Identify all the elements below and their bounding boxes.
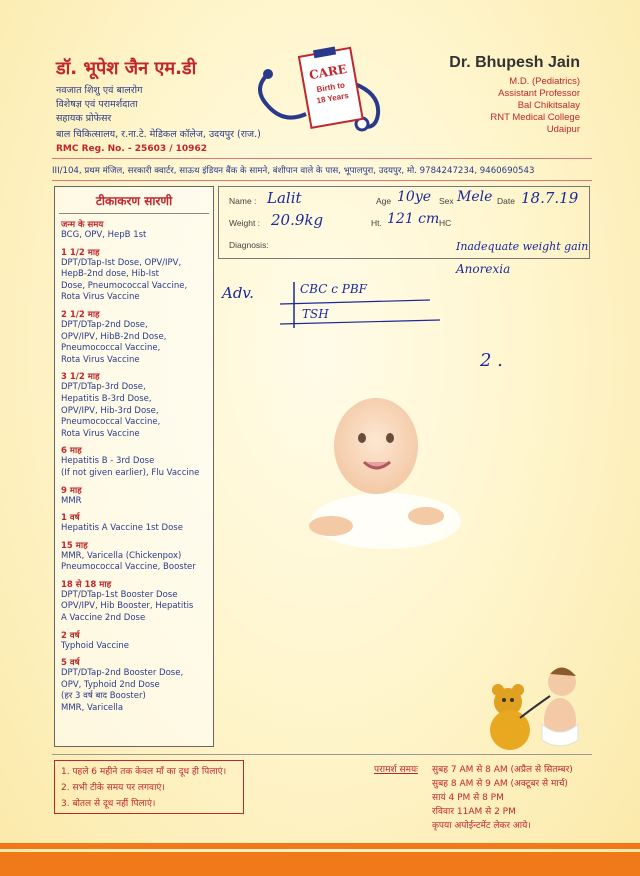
care-stethoscope-logo: [250, 44, 390, 134]
vaccine-list: DPT/DTap-3rd Dose, Hepatitis B-3rd Dose, OPV/IPV, Hib-3rd Dose, Pneumococcal Vaccine, Rota Virus Vaccine: [61, 382, 161, 439]
advice-item: 1. पहले 6 महीने तक केवल माँ का दूध ही पिलाएं।: [61, 767, 227, 777]
vaccine-age: 3 1/2 माह: [61, 372, 100, 383]
vaccine-list: Hepatitis A Vaccine 1st Dose: [61, 523, 183, 534]
diagnosis-line-1: Inadequate weight gain: [456, 240, 589, 253]
timing-line: रविवार 11AM से 2 PM: [432, 807, 516, 817]
college-line: RNT Medical College: [490, 112, 580, 123]
vaccine-list: Hepatitis B - 3rd Dose (If not given earlier), Flu Vaccine: [61, 456, 200, 478]
patient-sex: Mele: [457, 189, 493, 205]
timing-line: सायं 4 PM से 8 PM: [432, 793, 504, 803]
advice-item: 2. सभी टीके समय पर लगवाएं।: [61, 783, 165, 793]
clinic-address: III/104, प्रथम मंजिल, सरकारी क्वार्टर, साऊथ इंडियन बैंक के सामने, बंशीपान वाले के पास, भूपालपुरा, उदयपुर, मो. 9784247234, 9460690543: [52, 166, 535, 176]
age-label: Age: [376, 196, 392, 206]
vaccination-title: टीकाकरण सारणी: [59, 187, 209, 214]
diagnosis-line-2: Anorexia: [456, 262, 511, 276]
timings-label: परामर्श समयः: [374, 765, 418, 775]
teddy-bear-image: [480, 660, 588, 755]
designation-line: Assistant Professor: [498, 88, 580, 99]
vaccine-list: Typhoid Vaccine: [61, 640, 130, 651]
registration-number: RMC Reg. No. - 25603 / 10962: [56, 144, 207, 154]
vaccine-list: DPT/DTap-1st Booster Dose OPV/IPV, Hib Booster, Hepatitis A Vaccine 2nd Dose: [61, 589, 194, 624]
divider: [52, 180, 592, 181]
baby-image: [296, 376, 466, 556]
visit-date: 18.7.19: [521, 189, 579, 207]
vaccine-list: DPT/DTap-Ist Dose, OPV/IPV, HepB-2nd dose, Hib-Ist Dose, Pneumococcal Vaccine, Rota Virus Vaccine: [61, 257, 188, 303]
vaccination-schedule-panel: [54, 186, 214, 747]
patient-height: 121 cm: [387, 211, 440, 227]
vaccine-list: DPT/DTap-2nd Booster Dose, OPV, Typhoid 2nd Dose (हर 3 वर्ष बाद Booster) MMR, Varicella: [61, 668, 184, 714]
footer-band: [0, 852, 640, 876]
vaccine-age: 2 1/2 माह: [61, 309, 100, 320]
name-label: Name :: [229, 196, 257, 206]
logo-line2: 18 Years: [315, 90, 350, 106]
vaccine-age: 6 माह: [61, 446, 82, 457]
advice-mark: Adv.: [222, 284, 254, 302]
vaccine-list: MMR: [61, 495, 82, 506]
vaccine-age: 18 से 18 माह: [61, 579, 112, 590]
vaccine-list: MMR, Varicella (Chickenpox) Pneumococcal Vaccine, Booster: [61, 550, 196, 573]
vaccine-age: 2 वर्ष: [61, 630, 80, 641]
city-line: Udaipur: [546, 124, 580, 135]
test-cbc: CBC c PBF: [300, 282, 367, 296]
date-label: Date: [497, 196, 515, 206]
doctor-name-hindi: डॉ. भूपेश जैन एम.डी: [56, 58, 197, 79]
divider: [52, 754, 592, 755]
handwritten-note: 2 .: [480, 350, 503, 371]
hospital-line: Bal Chikitsalay: [517, 100, 580, 111]
advice-item: 3. बोतल से दूध नहीं पिलाएं।: [61, 799, 156, 809]
test-tsh: TSH: [302, 307, 329, 321]
divider: [52, 158, 592, 159]
diagnosis-label: Diagnosis:: [229, 240, 269, 250]
patient-name: Lalit: [267, 189, 302, 207]
vaccine-age: 1 वर्ष: [61, 513, 80, 524]
height-label: Ht.: [371, 218, 382, 228]
hc-label: HC: [439, 218, 452, 228]
vaccine-list: DPT/DTap-2nd Dose, OPV/IPV, HibB-2nd Dose, Pneumococcal Vaccine, Rota Virus Vaccine: [61, 319, 167, 365]
vaccine-age: 5 वर्ष: [61, 658, 80, 669]
timing-line: सुबह 8 AM से 9 AM (अक्टूबर से मार्च): [432, 779, 568, 789]
doctor-name-english: Dr. Bhupesh Jain: [449, 54, 580, 71]
hindi-institution-line: बाल चिकित्सालय, र.ना.टे. मेडिकल कॉलेज, उदयपुर (राज.): [56, 129, 261, 140]
vaccine-age: 1 1/2 माह: [61, 247, 100, 258]
patient-age: 10ye: [397, 189, 432, 205]
vaccine-age: जन्म के समय: [61, 220, 104, 230]
logo-title: CARE: [308, 61, 348, 83]
timing-line: कृपया अपोईन्टमेंट लेकर आये।: [432, 821, 531, 831]
logo-line1: Birth to: [315, 80, 346, 95]
hindi-designation-line: सहायक प्रोफेसर: [56, 113, 112, 124]
timing-line: सुबह 7 AM से 8 AM (अप्रैल से सितम्बर): [432, 765, 573, 775]
vaccine-age: 15 माह: [61, 540, 88, 551]
parent-advice-box: [54, 760, 244, 814]
hindi-speciality-line: विशेषज्ञ एवं परामर्शदाता: [56, 99, 138, 110]
weight-label: Weight :: [229, 218, 261, 228]
hindi-speciality-line: नवजात शिशु एवं बालरोग: [56, 85, 143, 96]
vaccine-age: 9 माह: [61, 485, 82, 496]
sex-label: Sex: [439, 196, 454, 206]
vaccine-list: BCG, OPV, HepB 1st: [61, 230, 147, 240]
patient-weight: 20.9kg: [271, 211, 324, 229]
qualification-line: M.D. (Pediatrics): [509, 76, 580, 87]
footer-stripe: [0, 843, 640, 849]
